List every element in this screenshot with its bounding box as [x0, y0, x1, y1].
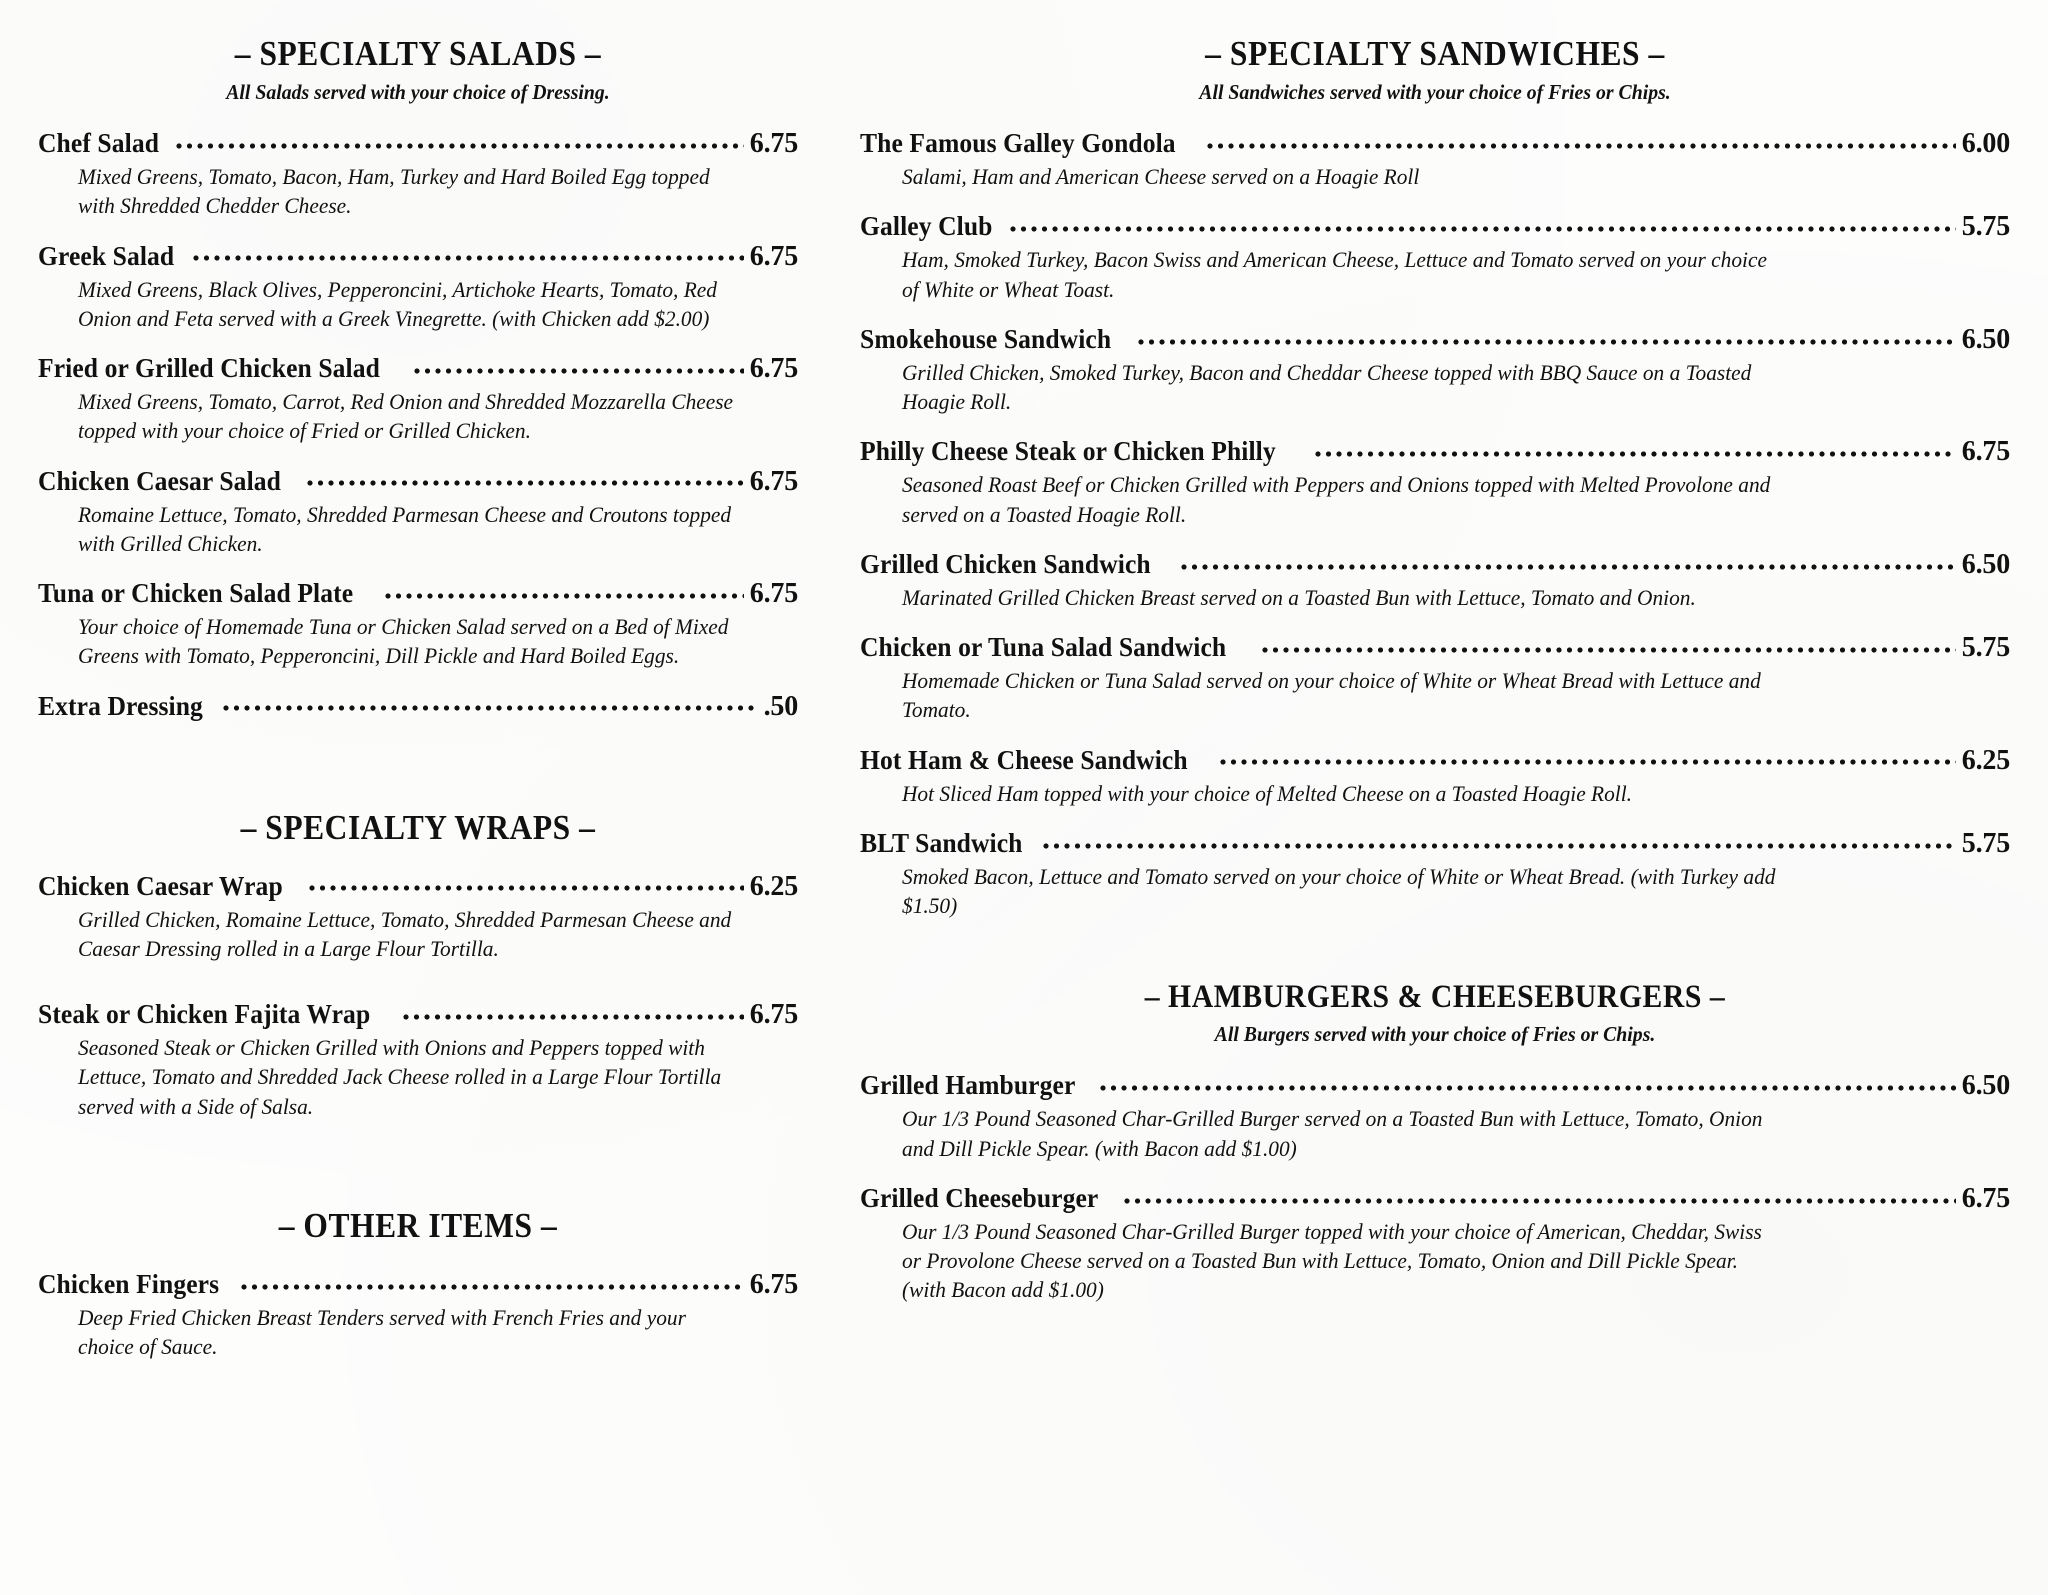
menu-item-name: Greek Salad	[38, 239, 175, 271]
section-spacer	[860, 939, 2010, 979]
right-column	[860, 34, 2010, 1585]
menu-item-name: Steak or Chicken Fajita Wrap	[38, 998, 371, 1029]
menu-item-description: Our 1/3 Pound Seasoned Char-Grilled Burger served on a Toasted Bun with Lettuce, Tomato, Onion and Dill Pickle Spear. (with Bacon add $1.00)	[902, 1106, 1763, 1161]
menu-item-line	[38, 998, 798, 1031]
menu-item-price: 6.75	[749, 1268, 798, 1300]
menu-item-price: 6.75	[749, 353, 798, 384]
menu-item-name: Grilled Chicken Sandwich	[860, 547, 1151, 579]
menu-item-price: 6.75	[749, 999, 798, 1030]
menu-item-line	[860, 323, 2010, 356]
menu-item-line	[38, 465, 798, 498]
menu-item-description: Your choice of Homemade Tuna or Chicken Salad served on a Bed of Mixed Greens with Tomato, Pepperoncini, Dill Pickle and Hard Boiled Eggs.	[78, 614, 729, 669]
menu-item-price: 6.50	[1961, 548, 2010, 580]
menu-item	[38, 870, 798, 964]
section-specialty-salads	[38, 34, 798, 723]
section-hamburgers-cheeseburgers	[860, 979, 2010, 1304]
dot-leader	[1043, 836, 1956, 852]
menu-item-description: Ham, Smoked Turkey, Bacon Swiss and American Cheese, Lettuce and Tomato served on your choice of White or Wheat Toast.	[902, 247, 1767, 302]
menu-item-description: Mixed Greens, Tomato, Bacon, Ham, Turkey and Hard Boiled Egg topped with Shredded Chedder Cheese.	[78, 164, 710, 219]
menu-item-line	[860, 1182, 2010, 1215]
menu-item-description: Homemade Chicken or Tuna Salad served on your choice of White or Wheat Bread with Lettuce and Tomato.	[902, 668, 1761, 723]
menu-item-line	[860, 631, 2010, 664]
section-subheading: All Burgers served with your choice of Fries or Chips.	[1214, 1022, 1656, 1047]
left-column	[38, 34, 798, 1585]
menu-item-line	[860, 210, 2010, 243]
section-subheading: All Sandwiches served with your choice of Fries or Chips.	[1199, 80, 1671, 104]
menu-item-name: Chef Salad	[38, 127, 160, 158]
menu-item-line	[860, 548, 2010, 581]
menu-item-line	[860, 435, 2010, 468]
dot-leader	[403, 1007, 744, 1023]
menu-item	[860, 435, 2010, 529]
menu-item	[860, 127, 2010, 191]
menu-item-price: .50	[763, 690, 798, 722]
menu-item-name: BLT Sandwich	[860, 826, 1023, 858]
menu-item-price: 5.75	[1961, 632, 2010, 663]
menu-item-line	[38, 352, 798, 385]
menu-item-line	[38, 240, 798, 273]
menu-item-price: 6.75	[749, 240, 798, 272]
menu-item-line	[860, 1069, 2010, 1102]
menu-item-line	[38, 577, 798, 610]
menu-item-price: 6.75	[1961, 436, 2010, 468]
section-heading: – SPECIALTY SALADS –	[234, 34, 602, 73]
menu-item-line	[860, 127, 2010, 160]
menu-item	[860, 210, 2010, 304]
dot-leader	[223, 699, 757, 715]
dot-leader	[1220, 753, 1955, 769]
menu-item-name: Chicken or Tuna Salad Sandwich	[860, 631, 1227, 662]
menu-item-price: 5.75	[1961, 211, 2010, 243]
menu-item-name: Galley Club	[860, 210, 993, 242]
menu-item	[38, 1268, 798, 1362]
menu-item	[860, 1182, 2010, 1305]
menu-item-description: Salami, Ham and American Cheese served on a Hoagie Roll	[902, 164, 1420, 189]
menu-item-description: Romaine Lettuce, Tomato, Shredded Parmesan Cheese and Croutons topped with Grilled Chicken.	[78, 501, 732, 556]
menu-item	[860, 323, 2010, 417]
section-heading: – HAMBURGERS & CHEESEBURGERS –	[1144, 979, 1726, 1016]
menu-item-name: Philly Cheese Steak or Chicken Philly	[860, 435, 1276, 467]
menu-item	[38, 690, 798, 723]
section-other-items	[38, 1206, 798, 1362]
menu-item-price: 6.75	[749, 578, 798, 609]
menu-item	[860, 1069, 2010, 1163]
menu-item-description: Grilled Chicken, Romaine Lettuce, Tomato, Shredded Parmesan Cheese and Caesar Dressing rolled in a Large Flour Tortilla.	[78, 906, 732, 961]
dot-leader	[1181, 557, 1956, 573]
section-specialty-wraps	[38, 808, 798, 1121]
dot-leader	[241, 1277, 744, 1293]
spacer	[38, 982, 798, 998]
menu-item-name: Smokehouse Sandwich	[860, 322, 1112, 354]
menu-item-price: 6.25	[749, 870, 798, 902]
menu-item	[38, 577, 798, 671]
menu-item	[860, 631, 2010, 725]
dot-leader	[385, 586, 744, 602]
spacer	[38, 1252, 798, 1268]
menu-item-line	[38, 870, 798, 903]
menu-item-line	[860, 744, 2010, 777]
section-heading: – OTHER ITEMS –	[278, 1205, 558, 1245]
menu-item-price: 6.50	[1961, 1070, 2010, 1102]
menu-item-name: Grilled Cheeseburger	[860, 1181, 1099, 1213]
menu-item-description: Marinated Grilled Chicken Breast served on a Toasted Bun with Lettuce, Tomato and Onion.	[902, 584, 1696, 610]
dot-leader	[176, 136, 744, 152]
menu-item-name: Grilled Hamburger	[860, 1069, 1076, 1101]
menu-item	[38, 998, 798, 1121]
menu-item-line	[38, 1268, 798, 1301]
menu-item-price: 6.00	[1961, 128, 2010, 159]
menu-item-name: Tuna or Chicken Salad Plate	[38, 577, 354, 608]
spacer	[38, 854, 798, 870]
section-spacer	[38, 1140, 798, 1206]
menu-item	[38, 465, 798, 559]
menu-item-description: Mixed Greens, Tomato, Carrot, Red Onion and Shredded Mozzarella Cheese topped with your choice of Fried or Grilled Chicken.	[78, 389, 734, 444]
menu-item-price: 5.75	[1961, 827, 2010, 859]
menu-item-price: 6.25	[1961, 744, 2010, 776]
section-spacer	[38, 742, 798, 808]
menu-item	[38, 240, 798, 334]
menu-item-name: Chicken Caesar Salad	[38, 464, 281, 496]
menu-item-line	[860, 827, 2010, 860]
menu-item	[860, 827, 2010, 921]
menu-item	[860, 744, 2010, 808]
menu-item-name: Chicken Fingers	[38, 1267, 220, 1299]
menu-item-name: Extra Dressing	[38, 689, 203, 721]
menu-item-price: 6.50	[1961, 323, 2010, 355]
menu-item-name: Fried or Grilled Chicken Salad	[38, 352, 380, 383]
section-subheading: All Salads served with your choice of Dressing.	[226, 80, 610, 104]
dot-leader	[1262, 640, 1956, 656]
menu-item-description: Hot Sliced Ham topped with your choice of Melted Cheese on a Toasted Hoagie Roll.	[902, 780, 1633, 806]
menu-item-description: Deep Fried Chicken Breast Tenders served with French Fries and your choice of Sauce.	[78, 1304, 686, 1359]
section-heading: – SPECIALTY SANDWICHES –	[1205, 34, 1665, 73]
dot-leader	[309, 879, 744, 895]
dot-leader	[1315, 444, 1956, 460]
menu-item-line	[38, 127, 798, 160]
menu-item-description: Smoked Bacon, Lettuce and Tomato served on your choice of White or Wheat Bread. (with Turkey add $1.50)	[902, 863, 1776, 918]
menu-item-name: The Famous Galley Gondola	[860, 127, 1176, 158]
menu-item	[38, 352, 798, 446]
menu-item	[860, 548, 2010, 612]
dot-leader	[307, 474, 744, 490]
dot-leader	[1207, 136, 1955, 152]
dot-leader	[1124, 1191, 1955, 1207]
dot-leader	[1010, 219, 1955, 235]
section-specialty-sandwiches	[860, 34, 2010, 920]
menu-item-description: Seasoned Roast Beef or Chicken Grilled with Peppers and Onions topped with Melted Provolone and served on a Toasted Hoagie Roll.	[902, 472, 1771, 527]
dot-leader	[1100, 1078, 1956, 1094]
menu-item-line	[38, 690, 798, 723]
menu-item	[38, 127, 798, 221]
dot-leader	[193, 249, 744, 265]
menu-item-price: 6.75	[749, 465, 798, 497]
menu-item-description: Mixed Greens, Black Olives, Pepperoncini, Artichoke Hearts, Tomato, Red Onion and Feta served with a Greek Vinegrette. (with Chicken add $2.00)	[78, 276, 717, 331]
menu-item-description: Seasoned Steak or Chicken Grilled with Onions and Peppers topped with Lettuce, Tomato and Shredded Jack Cheese rolled in a Large Flour Tortilla served with a Side of Salsa.	[78, 1035, 722, 1119]
section-heading: – SPECIALTY WRAPS –	[240, 807, 596, 847]
dot-leader	[1138, 332, 1956, 348]
menu-item-name: Chicken Caesar Wrap	[38, 869, 283, 901]
menu-item-name: Hot Ham & Cheese Sandwich	[860, 743, 1188, 775]
dot-leader	[414, 361, 744, 377]
menu-item-description: Our 1/3 Pound Seasoned Char-Grilled Burger topped with your choice of American, Cheddar, Swiss or Provolone Cheese served on a Toasted Bun with Lettuce, Tomato, Onion and Dill Pickle Spear. (with Bacon add $1.00)	[902, 1218, 1762, 1303]
menu-item-description: Grilled Chicken, Smoked Turkey, Bacon and Cheddar Cheese topped with BBQ Sauce on a Toasted Hoagie Roll.	[902, 359, 1752, 414]
menu-item-price: 6.75	[749, 128, 798, 159]
menu-item-price: 6.75	[1961, 1182, 2010, 1214]
